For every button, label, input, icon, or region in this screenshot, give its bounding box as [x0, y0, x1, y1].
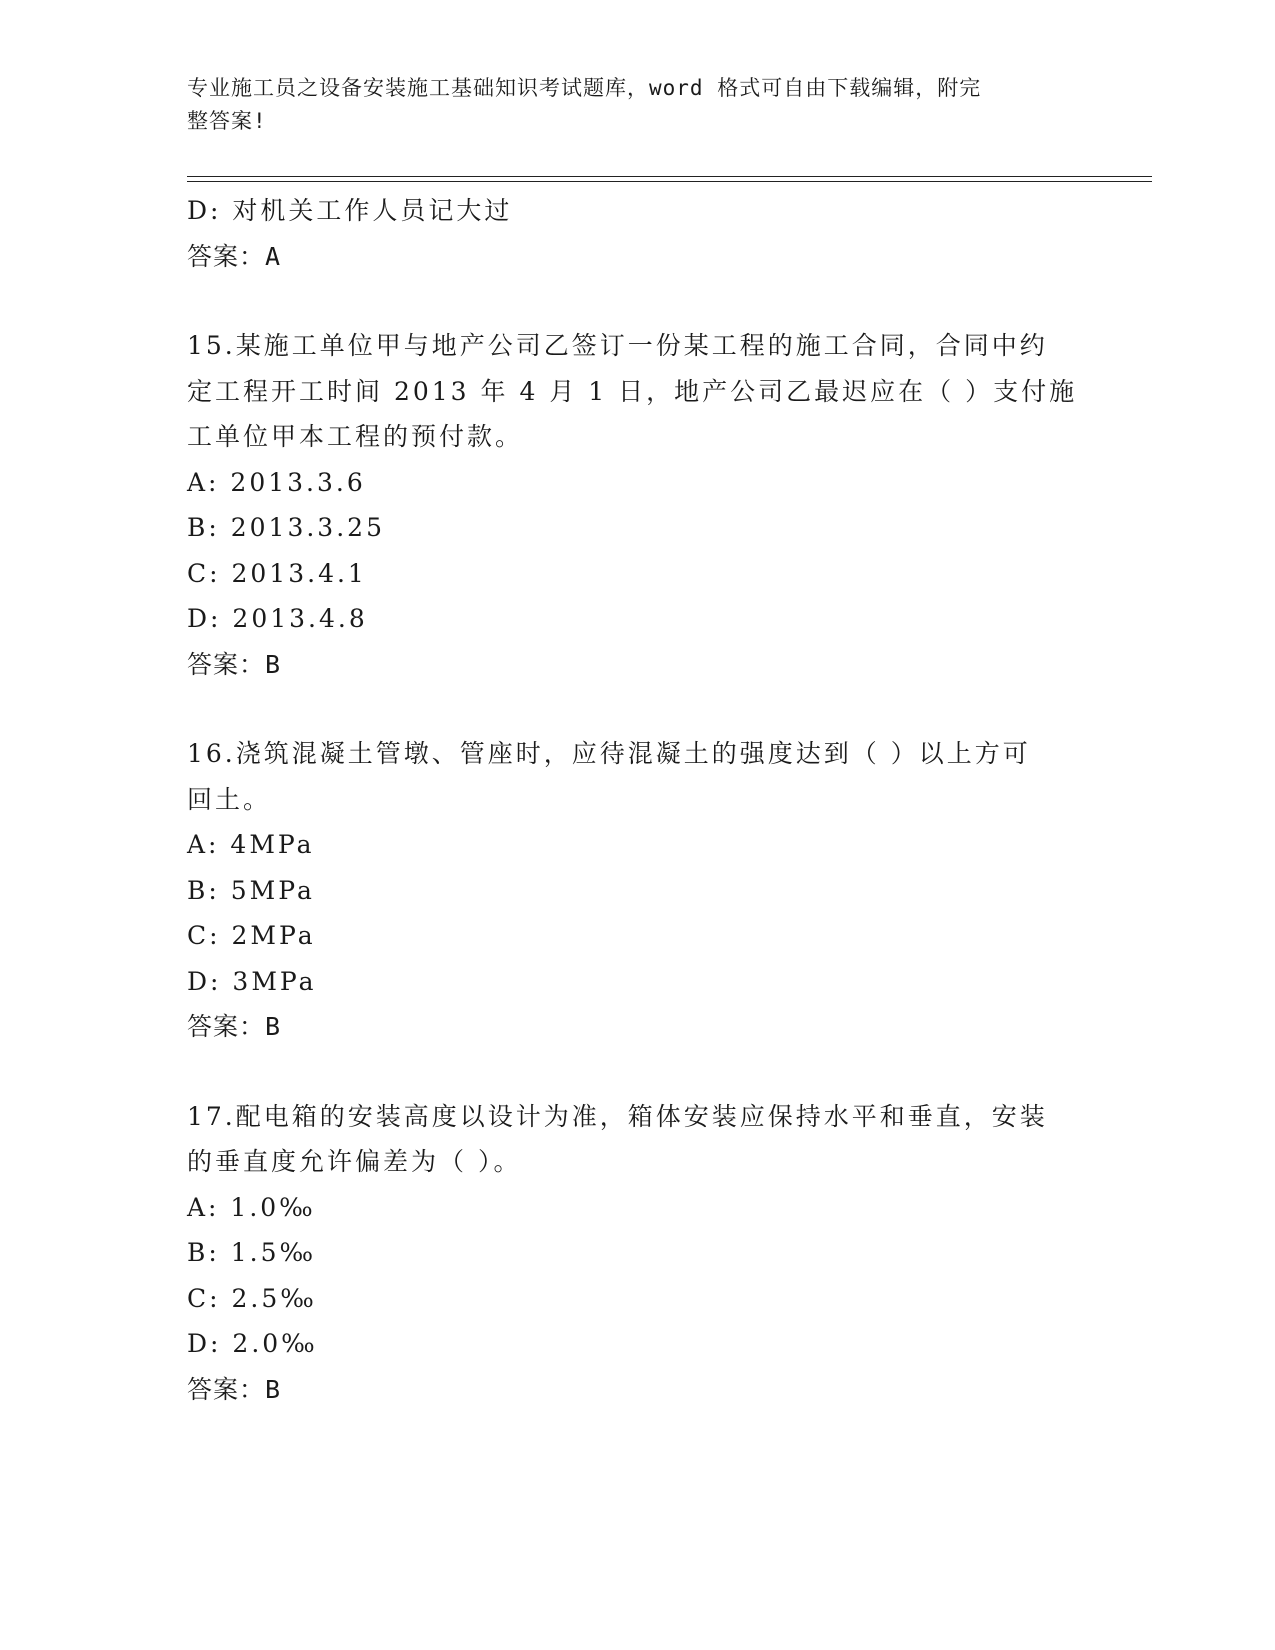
option-b: B: 2013.3.25 — [187, 513, 385, 542]
answer-line: 答案：B — [187, 649, 282, 679]
header-line-1: 专业施工员之设备安装施工基础知识考试题库，word 格式可自由下载编辑，附完 — [187, 76, 982, 100]
option-c: C: 2013.4.1 — [187, 558, 367, 588]
answer-line: 答案：A — [187, 241, 282, 271]
option-d: D: 2.0‰ — [187, 1329, 318, 1358]
header-line-2: 整答案! — [187, 109, 267, 133]
option-c: C: 2.5‰ — [187, 1283, 317, 1313]
question-15 — [187, 323, 1087, 687]
option-a: A: 1.0‰ — [187, 1192, 316, 1222]
question-text-line: 16.浇筑混凝土管墩、管座时，应待混凝土的强度达到（ ）以上方可 — [187, 739, 1031, 768]
option-a: A: 2013.3.6 — [187, 467, 366, 497]
question-16 — [187, 731, 1087, 1050]
document-page — [187, 0, 1147, 1650]
spacer — [187, 687, 1087, 731]
answer-line: 答案：B — [187, 1012, 282, 1041]
answer-line: 答案：B — [187, 1374, 282, 1404]
spacer — [187, 1050, 1087, 1094]
option-a: A: 4MPa — [187, 830, 315, 859]
option-c: C: 2MPa — [187, 921, 316, 950]
question-text-line: 工单位甲本工程的预付款。 — [187, 422, 524, 451]
question-17 — [187, 1094, 1087, 1413]
question-text-line: 15.某施工单位甲与地产公司乙签订一份某工程的施工合同，合同中约 — [187, 331, 1048, 360]
document-body — [187, 188, 1087, 1412]
option-b: B: 1.5‰ — [187, 1238, 317, 1267]
document-header — [187, 72, 1067, 138]
question-text-line: 的垂直度允许偏差为（ ）。 — [187, 1147, 522, 1176]
option-d: D: 对机关工作人员记大过 — [187, 196, 513, 225]
question-text-line: 回土。 — [187, 784, 272, 814]
question-text-line: 定工程开工时间 2013 年 4 月 1 日，地产公司乙最迟应在（ ）支付施 — [187, 376, 1078, 406]
header-divider-bottom — [187, 181, 1152, 182]
question-text-line: 17.配电箱的安装高度以设计为准，箱体安装应保持水平和垂直，安装 — [187, 1101, 1048, 1131]
option-d: D: 3MPa — [187, 966, 317, 996]
header-divider-top — [187, 176, 1152, 177]
option-d: D: 2013.4.8 — [187, 604, 368, 633]
option-b: B: 5MPa — [187, 875, 315, 905]
spacer — [187, 279, 1087, 323]
prev-question-tail — [187, 188, 1087, 279]
